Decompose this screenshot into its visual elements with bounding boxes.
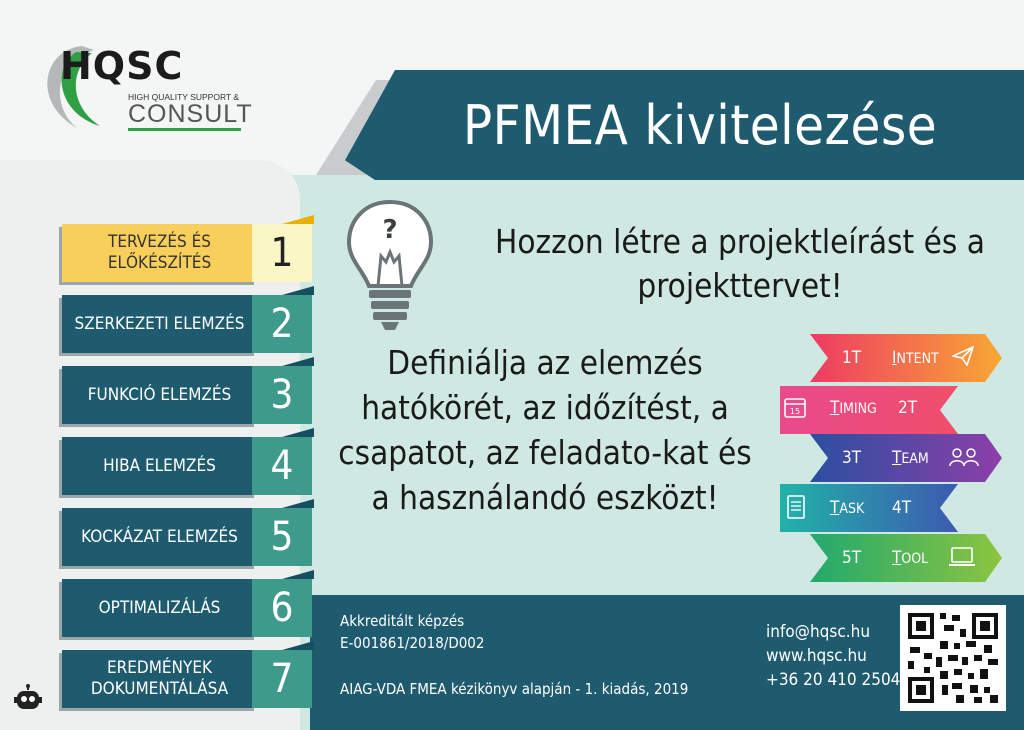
step-number: 4 bbox=[252, 437, 312, 495]
step-1[interactable] bbox=[62, 224, 317, 284]
logo-tagline: HIGH QUALITY SUPPORT & bbox=[128, 92, 240, 102]
step-number: 2 bbox=[252, 295, 312, 353]
five-t-number: 1T bbox=[842, 348, 862, 368]
five-t-intent bbox=[780, 334, 1010, 382]
five-t-number: 2T bbox=[898, 398, 918, 418]
five-t-keyword: TIMING bbox=[830, 398, 877, 418]
contact-web[interactable]: www.hqsc.hu bbox=[766, 646, 867, 666]
robot-icon bbox=[14, 684, 42, 714]
accreditation-code: E-001861/2018/D002 bbox=[340, 634, 485, 652]
step-label: HIBA ELEMZÉS bbox=[62, 437, 257, 495]
step-number: 3 bbox=[252, 366, 312, 424]
step-label: OPTIMALIZÁLÁS bbox=[62, 579, 257, 637]
step-3[interactable] bbox=[62, 366, 317, 426]
five-t-keyword: TASK bbox=[830, 498, 865, 518]
svg-text:?: ? bbox=[382, 215, 398, 245]
lightbulb-icon bbox=[345, 198, 435, 333]
step-number: 7 bbox=[252, 650, 312, 708]
accreditation-label: Akkreditált képzés bbox=[340, 612, 465, 630]
page-title: PFMEA kivitelezése bbox=[462, 94, 938, 157]
step-number: 1 bbox=[252, 224, 312, 282]
five-t-number: 4T bbox=[892, 498, 912, 518]
step-label: EREDMÉNYEK DOKUMENTÁLÁSA bbox=[62, 650, 257, 708]
step-number: 5 bbox=[252, 508, 312, 566]
contact-block bbox=[766, 620, 900, 692]
svg-text:15: 15 bbox=[789, 407, 801, 416]
laptop-icon bbox=[948, 546, 976, 568]
step-6[interactable] bbox=[62, 579, 317, 639]
contact-phone[interactable]: +36 20 410 2504 bbox=[766, 670, 901, 690]
step-label: FUNKCIÓ ELEMZÉS bbox=[62, 366, 257, 424]
step-label: SZERKEZETI ELEMZÉS bbox=[62, 295, 257, 353]
five-t-keyword: TEAM bbox=[892, 448, 929, 468]
logo-underline bbox=[128, 128, 241, 131]
logo-consult: CONSULT bbox=[128, 100, 253, 128]
five-t-timing bbox=[780, 384, 1010, 432]
five-t-keyword: TOOL bbox=[892, 548, 929, 568]
step-label: TERVEZÉS ÉS ELŐKÉSZÍTÉS bbox=[62, 224, 257, 282]
five-t-task bbox=[780, 484, 1010, 532]
step-5[interactable] bbox=[62, 508, 317, 568]
qr-code-icon[interactable] bbox=[900, 605, 1006, 711]
step-number: 6 bbox=[252, 579, 312, 637]
five-t-number: 3T bbox=[842, 448, 862, 468]
five-t-team bbox=[780, 434, 1010, 482]
headline-text: Hozzon létre a projektleírást és a projekttervet! bbox=[495, 222, 985, 305]
logo-name: HQSC bbox=[60, 44, 184, 88]
paper-plane-icon bbox=[952, 346, 974, 366]
step-2[interactable] bbox=[62, 295, 317, 355]
document-icon bbox=[786, 495, 806, 519]
step-7[interactable] bbox=[62, 650, 317, 710]
step-label: KOCKÁZAT ELEMZÉS bbox=[62, 508, 257, 566]
five-t-tool bbox=[780, 534, 1010, 582]
five-t-number: 5T bbox=[842, 548, 862, 568]
reference-text: AIAG-VDA FMEA kézikönyv alapján - 1. kiadás, 2019 bbox=[340, 680, 689, 698]
contact-email[interactable]: info@hqsc.hu bbox=[766, 622, 871, 642]
calendar-icon bbox=[784, 396, 806, 418]
body-text: Definiálja az elemzés hatókörét, az időzítést, a csapatot, az feladato-kat és a használandó eszközt! bbox=[338, 343, 752, 517]
team-icon bbox=[948, 446, 980, 468]
five-t-keyword: INTENT bbox=[892, 348, 939, 368]
step-4[interactable] bbox=[62, 437, 317, 497]
